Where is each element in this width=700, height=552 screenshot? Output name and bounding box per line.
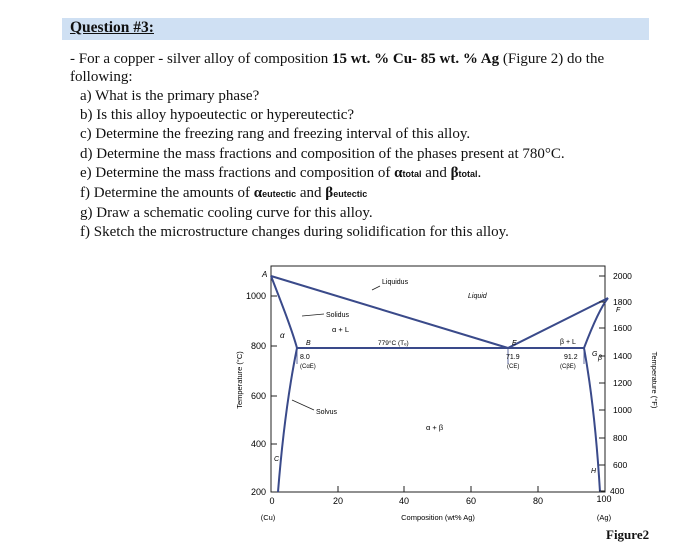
solidus-label: Solidus — [326, 312, 349, 319]
left-tick-label: 1000 — [245, 291, 266, 301]
question-item: e) Determine the mass fractions and composition of αtotal and βtotal. — [80, 164, 482, 181]
x-axis-right-end: (Ag) — [596, 513, 612, 522]
question-item: a) What is the primary phase? — [80, 88, 260, 104]
eutectic-temperature-label: 779°C (Tₑ) — [378, 340, 409, 347]
right-tick-label: 600 — [613, 460, 628, 470]
question-item: g) Draw a schematic cooling curve for this alloy. — [80, 205, 373, 222]
liquidus-line — [271, 276, 608, 348]
point-C-label: C — [274, 456, 280, 463]
c-beta-e-value: 91.2 — [564, 354, 578, 361]
left-tick-label: 400 — [250, 439, 266, 449]
figure-caption: Figure2 — [606, 527, 650, 542]
x-tick-label: 80 — [532, 496, 544, 506]
plot-frame — [271, 266, 605, 492]
right-tick-label: 1400 — [613, 351, 632, 361]
left-tick-label: 800 — [250, 341, 266, 351]
c-e-symbol: (CE) — [507, 364, 520, 370]
beta-label: β — [598, 355, 602, 362]
phase-boundaries — [271, 276, 608, 492]
c-beta-e-symbol: (CβE) — [560, 364, 576, 370]
point-H-label: H — [591, 468, 597, 475]
x-tick-label: 60 — [465, 496, 477, 506]
solvus-label: Solvus — [316, 409, 338, 416]
x-axis-left-end: (Cu) — [260, 513, 276, 522]
intro-prefix: - For a copper - silver alloy of composition — [70, 51, 333, 67]
beta-plus-liquid-label: β + L — [560, 339, 576, 346]
x-axis-tick-marks — [338, 486, 538, 492]
x-tick-label: 40 — [398, 496, 410, 506]
c-alpha-e-symbol: (CαE) — [300, 364, 316, 370]
point-E-label: E — [512, 340, 517, 347]
point-A-label: A — [262, 270, 268, 279]
question-list — [80, 87, 565, 243]
x-tick-label: 0 — [269, 496, 275, 506]
right-tick-label: 400 — [610, 486, 625, 496]
right-tick-label: 2000 — [613, 271, 632, 281]
left-tick-label: 200 — [250, 487, 266, 497]
intro-composition: 15 wt. % Cu- 85 wt. % Ag — [332, 51, 500, 67]
left-axis-title: Temperature (°C) — [235, 351, 244, 409]
liquid-label: Liquid — [468, 293, 487, 300]
alpha-plus-liquid-label: α + L — [332, 325, 350, 334]
question-item: c) Determine the freezing rang and freezing interval of this alloy. — [80, 126, 471, 143]
cu-ag-phase-diagram — [228, 262, 668, 530]
x-tick-label: 20 — [332, 496, 344, 506]
right-tick-label: 1600 — [613, 323, 632, 333]
question-item: b) Is this alloy hypoeutectic or hypereutectic? — [80, 107, 355, 124]
c-e-value: 71.9 — [506, 354, 520, 361]
point-B-label: B — [306, 340, 311, 347]
liquidus-label: Liquidus — [382, 279, 409, 286]
question-item: d) Determine the mass fractions and composition of the phases present at 780°C. — [80, 145, 565, 162]
alpha-label: α — [280, 331, 285, 340]
intro-suffix: (Figure 2) do the following: — [70, 51, 605, 85]
c-alpha-e-value: 8.0 — [300, 354, 310, 361]
question-item: f) Sketch the microstructure changes during solidification for this alloy. — [80, 224, 509, 241]
right-tick-label: 800 — [613, 433, 628, 443]
question-title: Question #3: — [70, 19, 154, 36]
right-tick-label: 1800 — [613, 297, 632, 307]
right-axis-title: Temperature (°F) — [650, 351, 659, 409]
left-tick-label: 600 — [250, 391, 266, 401]
composition-markers — [297, 348, 584, 364]
solvus-line-alpha — [278, 348, 297, 492]
alpha-plus-beta-label: α + β — [426, 423, 444, 432]
question-intro — [70, 50, 660, 86]
x-tick-label: 100 — [596, 494, 612, 504]
question-item: f) Determine the amounts of αeutectic and βeutectic — [80, 185, 368, 202]
right-tick-label: 1000 — [613, 405, 632, 415]
solidus-line-beta — [584, 298, 608, 348]
right-tick-label: 1200 — [613, 378, 632, 388]
point-G-label: G — [592, 351, 598, 358]
point-F-label: F — [616, 307, 621, 314]
x-axis-title: Composition (wt% Ag) — [401, 513, 475, 522]
